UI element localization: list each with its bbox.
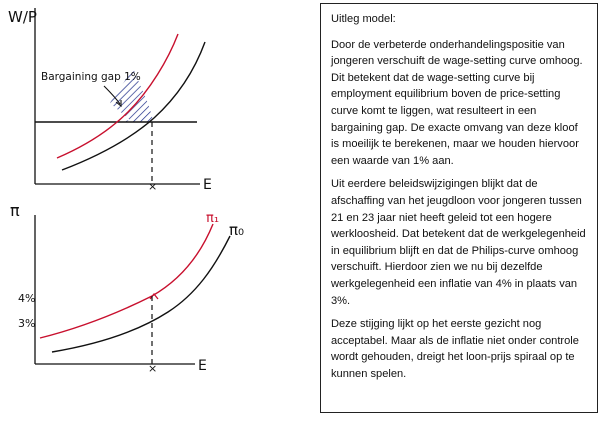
inflation-tick-4: 4% — [18, 292, 36, 305]
phillips-curve-old — [52, 236, 230, 352]
explanation-paragraph: Door de verbeterde onderhandelingspositie van jongeren verschuift de wage-setting curve omhoog. Dit betekent dat de wage-setting curve bij employment equilibrium boven de price-setting curve komt te liggen, wat resulteert in een bargaining gap. De exacte omvang van deze kloof is moeilijk te berekenen, maar we houden hiervoor een waarde van 1% aan. — [331, 38, 583, 167]
explanation-paragraph: Deze stijging lijkt op het eerste gezicht nog acceptabel. Maar als de inflatie niet onder controle wordt gehouden, dreigt het loon-prijs spiraal op te kunnen spelen. — [331, 318, 579, 380]
bottom-y-axis-label: π — [10, 201, 20, 220]
phillips-curve-old-label: π₀ — [229, 221, 245, 239]
phillips-curve-new — [40, 224, 213, 338]
phillips-curve-new-label: π₁ — [206, 211, 220, 226]
inflation-tick-3: 3% — [18, 317, 36, 330]
bargaining-gap-annotation: Bargaining gap 1% — [41, 71, 141, 83]
top-y-axis-label: W/P — [8, 8, 37, 26]
equilibrium-x-mark: × — [148, 180, 158, 193]
explanation-box — [320, 3, 598, 413]
intersection-marker — [150, 294, 158, 299]
equilibrium-x-mark-bottom: × — [148, 362, 158, 375]
bottom-x-axis-label: E — [198, 358, 207, 374]
top-x-axis-label: E — [203, 177, 212, 193]
explanation-title: Uitleg model: — [331, 13, 396, 25]
explanation-paragraph: Uit eerdere beleidswijzigingen blijkt dat de afschaffing van het jeugdloon voor jongeren tussen 21 en 23 jaar niet heeft geleid tot een hogere werkloosheid. Dat betekent dat de werkgelegenheid in equilibrium blijft en dat de Philips-curve omhoog verschuift. Hierdoor zien we nu bij dezelfde werkgelegenheid een inflatie van 4% in plaats van 3%. — [331, 178, 586, 307]
